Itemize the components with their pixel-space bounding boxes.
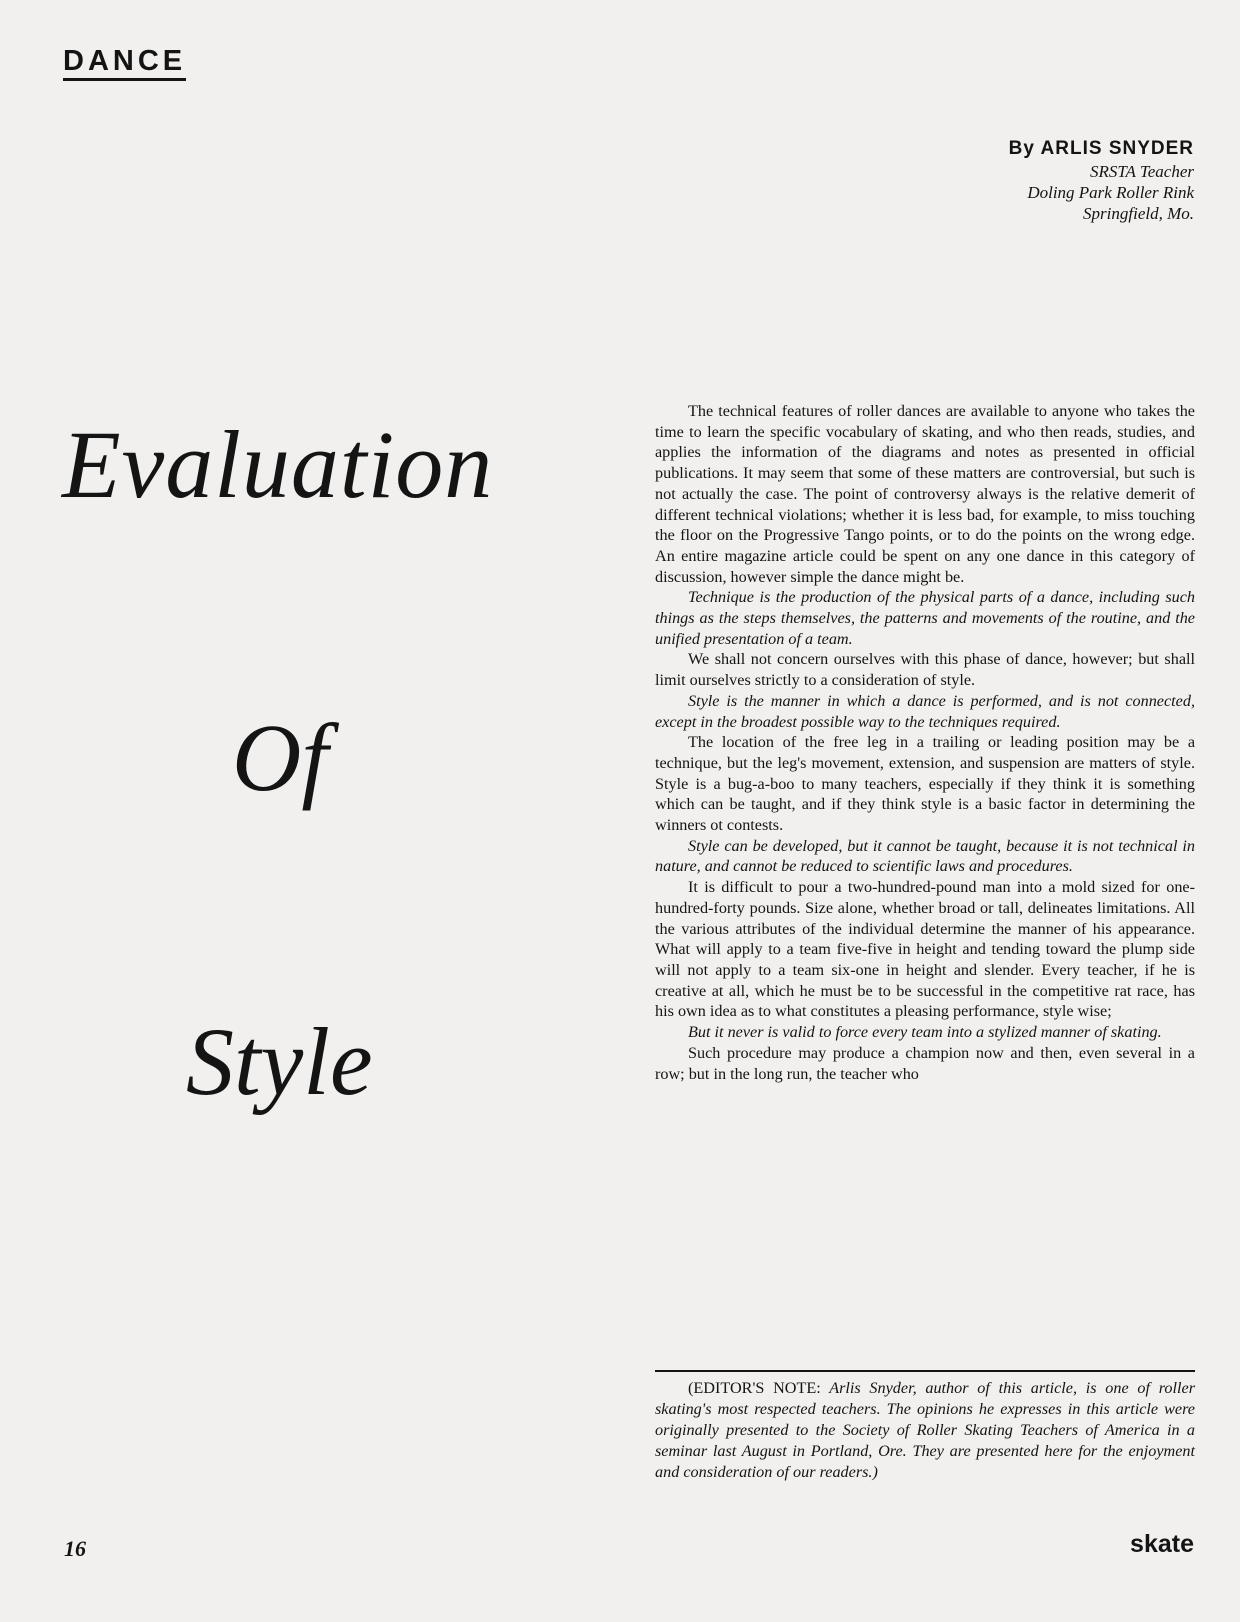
author-location: Springfield, Mo.	[1083, 204, 1194, 223]
magazine-name: skate	[1130, 1530, 1194, 1558]
editors-note	[655, 1378, 1195, 1483]
section-tag: DANCE	[63, 46, 186, 81]
body-paragraph: We shall not concern ourselves with this phase of dance, however; but shall limit ourselves strictly to a consideration of style.	[655, 650, 1195, 690]
body-paragraph: Style is the manner in which a dance is performed, and is not connected, except in the broadest possible way to the techniques required.	[655, 691, 1195, 731]
editors-note-divider	[655, 1370, 1195, 1372]
body-paragraph: It is difficult to pour a two-hundred-pound man into a mold sized for one-hundred-forty pounds. Size alone, whether broad or tall, delineates limitations. All the various attributes of the individual determine the manner of his appearance. What will apply to a team five-five in height and tending toward the plump side will not apply to a team six-one in height and slender. Every teacher, if he is creative at all, which he must be to be successful in the competitive rat race, has his own idea as to what constitutes a pleasing performance, style wise;	[655, 878, 1195, 1021]
byline	[1009, 138, 1194, 224]
page-number: 16	[64, 1536, 86, 1561]
body-paragraph: Such procedure may produce a champion now and then, even several in a row; but in the long run, the teacher who	[655, 1043, 1195, 1083]
body-paragraph: The technical features of roller dances are available to anyone who takes the time to learn the specific vocabulary of skating, and who then reads, studies, and applies the information of the diagrams and notes as presented in official publications. It may seem that some of these matters are controversial, but such is not actually the case. The point of controversy always is the relative demerit of different technical violations; whether it is less bad, for example, to miss touching the floor on the Progressive Tango points, or to do the points on the wrong edge. An entire magazine article could be spent on any one dance in this category of discussion, however simple the dance might be.	[655, 402, 1195, 586]
body-paragraph: But it never is valid to force every team into a stylized manner of skating.	[688, 1023, 1162, 1042]
author-name: By ARLIS SNYDER	[1008, 138, 1194, 159]
body-paragraph: Technique is the production of the physical parts of a dance, including such things as the steps themselves, the patterns and movements of the routine, and the unified presentation of a team.	[655, 588, 1195, 648]
editors-note-text: Arlis Snyder, author of this article, is one of roller skating's most respected teachers. The opinions he expresses in this article were originally presented to the Society of Roller Skating Teachers of America in a seminar last August in Portland, Ore. They are presented here for the enjoyment and consideration of our readers.)	[655, 1379, 1196, 1481]
title-word-of: Of	[232, 704, 328, 811]
author-rink: Doling Park Roller Rink	[1027, 183, 1194, 202]
article-body	[655, 401, 1195, 1084]
title-word-evaluation: Evaluation	[62, 411, 494, 518]
body-paragraph: The location of the free leg in a trailing or leading position may be a technique, but the leg's movement, extension, and suspension are matters of style. Style is a bug-a-boo to many teachers, especially if they think it is something which can be taught, and if they think style is a basic factor in determining the winners ot contests.	[655, 733, 1195, 835]
editors-note-lead: (EDITOR'S NOTE:	[688, 1379, 821, 1397]
body-paragraph: Style can be developed, but it cannot be taught, because it is not technical in nature, and cannot be reduced to scientific laws and procedures.	[655, 836, 1195, 876]
author-title: SRSTA Teacher	[1089, 162, 1194, 181]
title-word-style: Style	[186, 1008, 373, 1115]
